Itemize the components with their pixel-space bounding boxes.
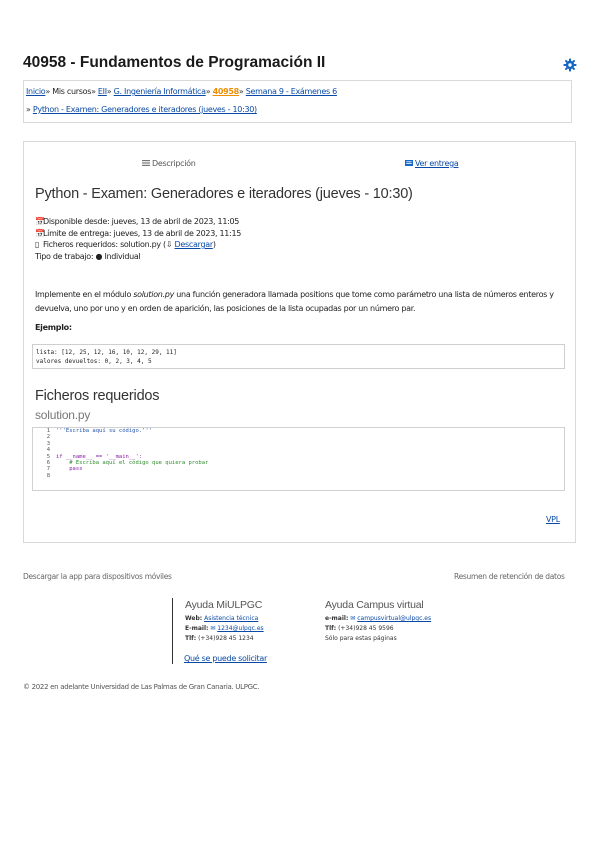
activity-card — [23, 141, 576, 543]
help-miulpgc — [185, 598, 264, 644]
tab-descripcion[interactable] — [142, 159, 196, 168]
meta-disponible — [35, 216, 241, 228]
code-text: # Escriba aquí el código que quiera probar — [56, 459, 209, 466]
activity-meta — [35, 216, 241, 262]
module-name: solution.py — [133, 290, 175, 299]
line-number: 2 — [46, 434, 50, 441]
meta-limite-label: Límite de entrega: — [43, 228, 112, 238]
download-icon: ⇩ — [165, 240, 173, 249]
breadcrumb-mis-cursos: Mis cursos — [52, 87, 92, 96]
breadcrumb-separator: » — [26, 105, 31, 114]
meta-tipo — [35, 251, 241, 263]
campus-email-link[interactable]: campusvirtual@ulpgc.es — [357, 615, 432, 622]
asistencia-link[interactable]: Asistencia técnica — [204, 615, 259, 622]
breadcrumb-separator: » — [205, 87, 211, 96]
help-miulpgc-title: Ayuda MiULPGC — [185, 599, 263, 611]
meta-tipo-label: Tipo de trabajo: — [35, 251, 94, 261]
code-editor[interactable] — [32, 427, 565, 491]
breadcrumb-activity[interactable]: Python - Examen: Generadores e iteradores (jueves - 10:30) — [32, 105, 257, 114]
user-icon: ● — [95, 251, 103, 261]
vpl-link[interactable]: VPL — [546, 515, 560, 524]
email-label: E-mail: — [185, 625, 209, 632]
breadcrumb-separator: » — [91, 87, 96, 96]
line-number: 3 — [46, 440, 50, 447]
meta-disponible-label: Disponible desde: — [43, 217, 110, 226]
help-phone: (+34)928 45 1234 — [198, 635, 254, 642]
files-heading: Ficheros requeridos — [35, 388, 160, 404]
page-title: 40958 - Fundamentos de Programación II — [23, 54, 326, 71]
breadcrumb-separator: » — [45, 87, 50, 96]
activity-title: Python - Examen: Generadores e iteradores (jueves - 10:30) — [35, 186, 413, 202]
line-number: 6 — [46, 459, 50, 466]
code-line — [33, 473, 564, 479]
envelope-icon: ✉ — [350, 615, 356, 622]
line-number: 4 — [46, 447, 50, 454]
web-label: Web: — [185, 615, 203, 622]
description-text: una función generadora llamada positions que tome como parámetro una lista de números enteros y devuelva, uno por uno y en orden de aparición, las posiciones de la lista ocupadas por un número par. — [35, 290, 554, 313]
campus-note: Sólo para estas páginas — [325, 635, 397, 642]
email-label: e-mail: — [325, 615, 349, 622]
activity-tabs — [24, 156, 575, 172]
calendar-icon: 📅 — [35, 217, 45, 226]
file-name: solution.py — [35, 408, 91, 422]
meta-limite — [35, 228, 241, 240]
meta-ficheros-value: solution.py — [120, 240, 161, 249]
line-number: 5 — [46, 453, 50, 460]
tab-ver-entrega[interactable] — [405, 159, 458, 168]
meta-limite-value: jueves, 13 de abril de 2023, 11:15 — [113, 228, 242, 238]
breadcrumb-inicio[interactable]: Inicio — [26, 87, 46, 96]
description-text: Implemente en el módulo — [35, 290, 134, 299]
breadcrumb — [23, 80, 572, 123]
help-campus — [325, 598, 431, 644]
code-text: '''Escriba aquí su código.''' — [56, 428, 153, 434]
breadcrumb-course[interactable]: 40958 — [212, 87, 239, 96]
solicitar-link[interactable]: Qué se puede solicitar — [184, 654, 267, 663]
eye-icon — [405, 160, 413, 166]
tab-descripcion-label: Descripción — [152, 159, 196, 168]
meta-ficheros: ▯ Ficheros requeridos: solution.py (⇩ Descargar) — [35, 240, 216, 249]
help-campus-title: Ayuda Campus virtual — [325, 599, 424, 611]
gear-icon[interactable] — [563, 57, 577, 71]
tlf-label: Tlf: — [185, 635, 197, 642]
example-block — [32, 344, 565, 369]
campus-phone: (+34)928 45 9596 — [338, 625, 394, 632]
copyright: © 2022 en adelante Universidad de Las Palmas de Gran Canaria. ULPGC. — [23, 683, 260, 691]
ejemplo-heading: Ejemplo: — [35, 323, 72, 332]
breadcrumb-semana[interactable]: Semana 9 - Exámenes 6 — [245, 87, 337, 96]
meta-tipo-value: Individual — [104, 251, 141, 261]
code-text: if __name__ == '__main__': — [56, 453, 143, 460]
activity-description — [35, 288, 565, 315]
breadcrumb-separator: » — [106, 87, 112, 96]
breadcrumb-separator: » — [238, 87, 244, 96]
line-number: 7 — [46, 466, 50, 473]
breadcrumb-eii[interactable]: EII — [97, 87, 107, 96]
example-line: valores devueltos: 0, 2, 3, 4, 5 — [36, 358, 152, 365]
meta-disponible-value: jueves, 13 de abril de 2023, 11:05 — [111, 217, 240, 226]
line-number: 1 — [46, 428, 50, 434]
meta-ficheros-label: Ficheros requeridos: — [43, 240, 118, 249]
data-retention-link[interactable]: Resumen de retención de datos — [454, 572, 565, 581]
line-number: 8 — [46, 472, 50, 479]
breadcrumb-grado[interactable]: G. Ingeniería Informática — [113, 87, 206, 96]
envelope-icon: ✉ — [210, 625, 216, 632]
tab-ver-entrega-label: Ver entrega — [415, 159, 459, 168]
calendar-icon: 📅 — [35, 228, 45, 238]
help-email-link[interactable]: 1234@ulpgc.es — [217, 625, 264, 632]
file-icon: ▯ — [35, 240, 40, 249]
descargar-link[interactable]: Descargar — [174, 240, 213, 249]
list-icon — [142, 160, 150, 166]
mobile-app-link[interactable]: Descargar la app para dispositivos móviles — [23, 572, 172, 581]
code-text: pass — [56, 466, 83, 473]
tlf-label: Tlf: — [325, 625, 337, 632]
example-line: lista: [12, 25, 12, 16, 10, 12, 29, 11] — [36, 349, 177, 356]
